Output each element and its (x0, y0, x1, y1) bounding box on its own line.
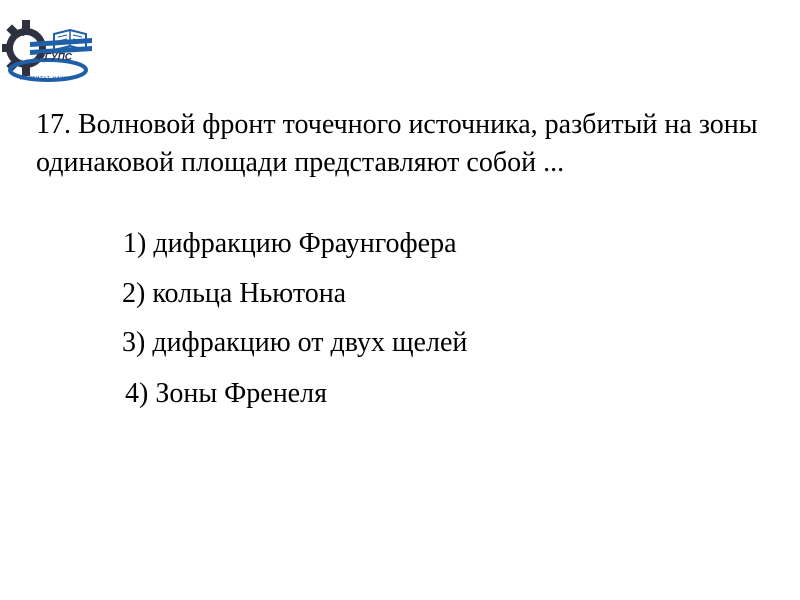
question-text: 17. Волновой фронт точечного источника, разбитый на зоны одинаковой площади представляют собой ... (36, 109, 758, 178)
logo-ring-text: ИНСТИТУТ НАУКИ (20, 76, 72, 82)
logo-text: РГУПС (38, 52, 72, 63)
answer-option-3[interactable]: 3) дифракцию от двух щелей (122, 327, 468, 358)
answer-option-4[interactable]: 4) Зоны Френеля (125, 378, 327, 409)
answer-option-2[interactable]: 2) кольца Ньютона (122, 278, 347, 309)
svg-text:u: u (20, 28, 25, 39)
university-logo (0, 12, 100, 92)
answer-option-1[interactable]: 1) дифракцию Фраунгофера (123, 228, 457, 259)
